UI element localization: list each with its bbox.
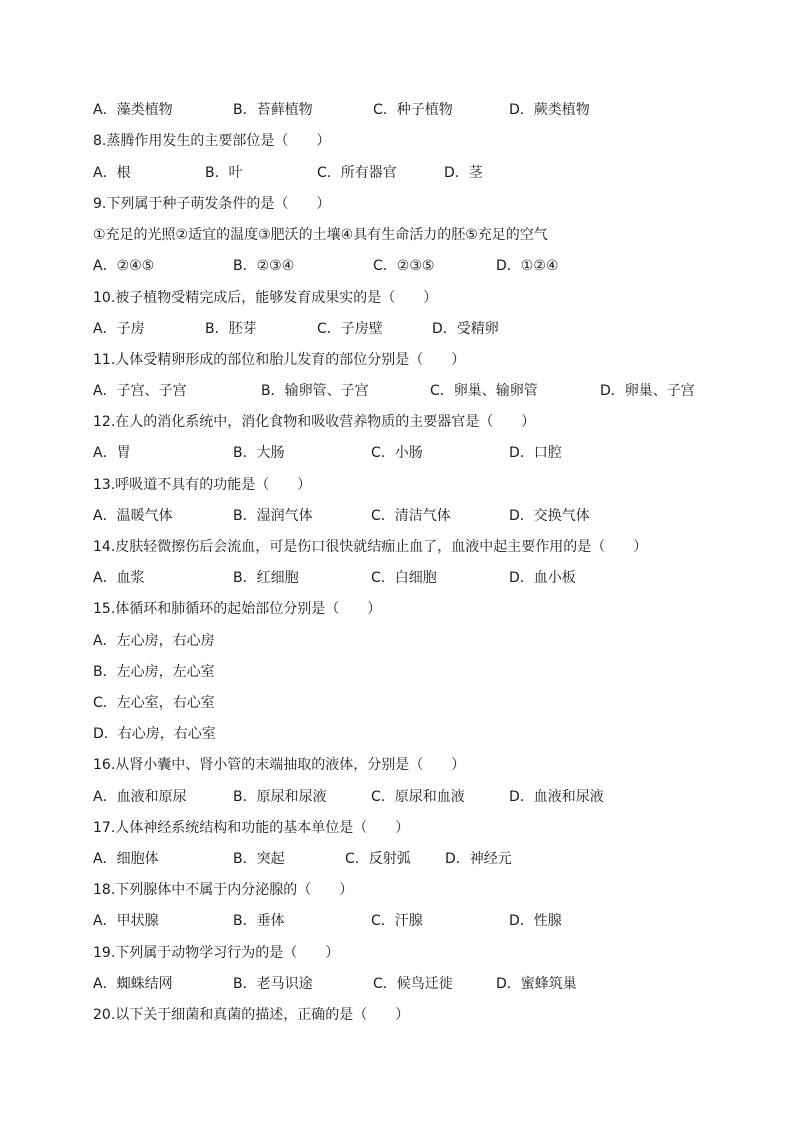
q17-question: 17.人体神经系统结构和功能的基本单位是（ ） xyxy=(93,820,410,836)
q10-options xyxy=(93,318,754,340)
q16-option-d: D．血液和尿液 xyxy=(509,789,604,805)
q19-options xyxy=(93,973,754,995)
q18-option-d: D．性腺 xyxy=(509,913,562,929)
q16-question: 16.从肾小囊中、肾小管的末端抽取的液体，分别是（ ） xyxy=(93,757,466,773)
q13-option-c: C．清洁气体 xyxy=(371,508,451,524)
q16-option-a: A．血液和原尿 xyxy=(93,789,187,805)
q17-option-c: C．反射弧 xyxy=(345,851,411,867)
q16-option-c: C．原尿和血液 xyxy=(371,789,465,805)
q17-options xyxy=(93,848,754,870)
q18-option-a: A．甲状腺 xyxy=(93,913,159,929)
q8-question: 8.蒸腾作用发生的主要部位是（ ） xyxy=(93,133,331,149)
q17-option-d: D．神经元 xyxy=(445,851,512,867)
q14-option-a: A．血浆 xyxy=(93,570,145,586)
q9-question: 9.下列属于种子萌发条件的是（ ） xyxy=(93,196,331,212)
q11-option-a: A．子宫、子宫 xyxy=(93,383,187,399)
q9-option-b: B．②③④ xyxy=(233,258,295,274)
q10-question: 10.被子植物受精完成后，能够发育成果实的是（ ） xyxy=(93,290,438,306)
q18-option-c: C．汗腺 xyxy=(371,913,423,929)
q12-option-d: D．口腔 xyxy=(509,445,562,461)
q12-option-b: B．大肠 xyxy=(233,445,285,461)
q13-options xyxy=(93,505,754,527)
q8-options xyxy=(93,162,754,184)
q14-option-c: C．白细胞 xyxy=(371,570,437,586)
q13-option-d: D．交换气体 xyxy=(509,508,590,524)
q14-option-d: D．血小板 xyxy=(509,570,576,586)
q7-option-b: B．苔藓植物 xyxy=(233,102,313,118)
q13-question: 13.呼吸道不具有的功能是（ ） xyxy=(93,477,312,493)
q9-options xyxy=(93,255,754,277)
q16-options xyxy=(93,786,754,808)
q12-options xyxy=(93,442,754,464)
q16-option-b: B．原尿和尿液 xyxy=(233,789,327,805)
q17-option-b: B．突起 xyxy=(233,851,285,867)
q15-question: 15.体循环和肺循环的起始部位分别是（ ） xyxy=(93,601,382,617)
q17-option-a: A．细胞体 xyxy=(93,851,159,867)
q13-option-b: B．湿润气体 xyxy=(233,508,313,524)
q9-option-a: A．②④⑤ xyxy=(93,258,155,274)
q9-option-d: D．①②④ xyxy=(496,258,559,274)
q10-option-d: D．受精卵 xyxy=(432,321,499,337)
q8-option-d: D．茎 xyxy=(444,165,483,181)
q14-question: 14.皮肤轻微擦伤后会流血，可是伤口很快就结痂止血了，血液中起主要作用的是（ ） xyxy=(93,539,648,555)
q18-option-b: B．垂体 xyxy=(233,913,285,929)
q8-option-a: A．根 xyxy=(93,165,131,181)
q18-options xyxy=(93,910,754,932)
q14-options xyxy=(93,567,754,589)
q15-option-a: A．左心房，右心房 xyxy=(93,633,215,649)
q15-option-b: B．左心房，左心室 xyxy=(93,664,215,680)
q13-option-a: A．温暖气体 xyxy=(93,508,173,524)
q8-option-b: B．叶 xyxy=(205,165,243,181)
q10-option-a: A．子房 xyxy=(93,321,145,337)
q12-question: 12.在人的消化系统中，消化食物和吸收营养物质的主要器官是（ ） xyxy=(93,414,536,430)
q7-option-d: D．蕨类植物 xyxy=(509,102,590,118)
q8-option-c: C．所有器官 xyxy=(317,165,397,181)
q19-option-b: B．老马识途 xyxy=(233,976,313,992)
q18-question: 18.下列腺体中不属于内分泌腺的（ ） xyxy=(93,882,354,898)
q10-option-b: B．胚芽 xyxy=(205,321,257,337)
q20-question: 20.以下关于细菌和真菌的描述，正确的是（ ） xyxy=(93,1007,410,1023)
q14-option-b: B．红细胞 xyxy=(233,570,299,586)
q11-option-c: C．卵巢、输卵管 xyxy=(430,383,538,399)
q19-option-a: A．蜘蛛结网 xyxy=(93,976,173,992)
q11-option-d: D．卵巢、子宫 xyxy=(600,383,695,399)
q9-conditions: ①充足的光照②适宜的温度③肥沃的土壤④具有生命活力的胚⑤充足的空气 xyxy=(93,227,548,243)
q11-options xyxy=(93,380,754,402)
q7-options xyxy=(93,99,754,121)
q10-option-c: C．子房壁 xyxy=(317,321,383,337)
q11-option-b: B．输卵管、子宫 xyxy=(261,383,369,399)
q19-option-d: D．蜜蜂筑巢 xyxy=(496,976,577,992)
q12-option-c: C．小肠 xyxy=(371,445,423,461)
q19-question: 19.下列属于动物学习行为的是（ ） xyxy=(93,945,340,961)
q9-option-c: C．②③⑤ xyxy=(373,258,435,274)
q7-option-a: A．藻类植物 xyxy=(93,102,173,118)
q15-option-c: C．左心室，右心室 xyxy=(93,695,215,711)
q11-question: 11.人体受精卵形成的部位和胎儿发育的部位分别是（ ） xyxy=(93,352,466,368)
q15-option-d: D．右心房，右心室 xyxy=(93,726,216,742)
q12-option-a: A．胃 xyxy=(93,445,131,461)
q19-option-c: C．候鸟迁徙 xyxy=(373,976,453,992)
q7-option-c: C．种子植物 xyxy=(373,102,453,118)
